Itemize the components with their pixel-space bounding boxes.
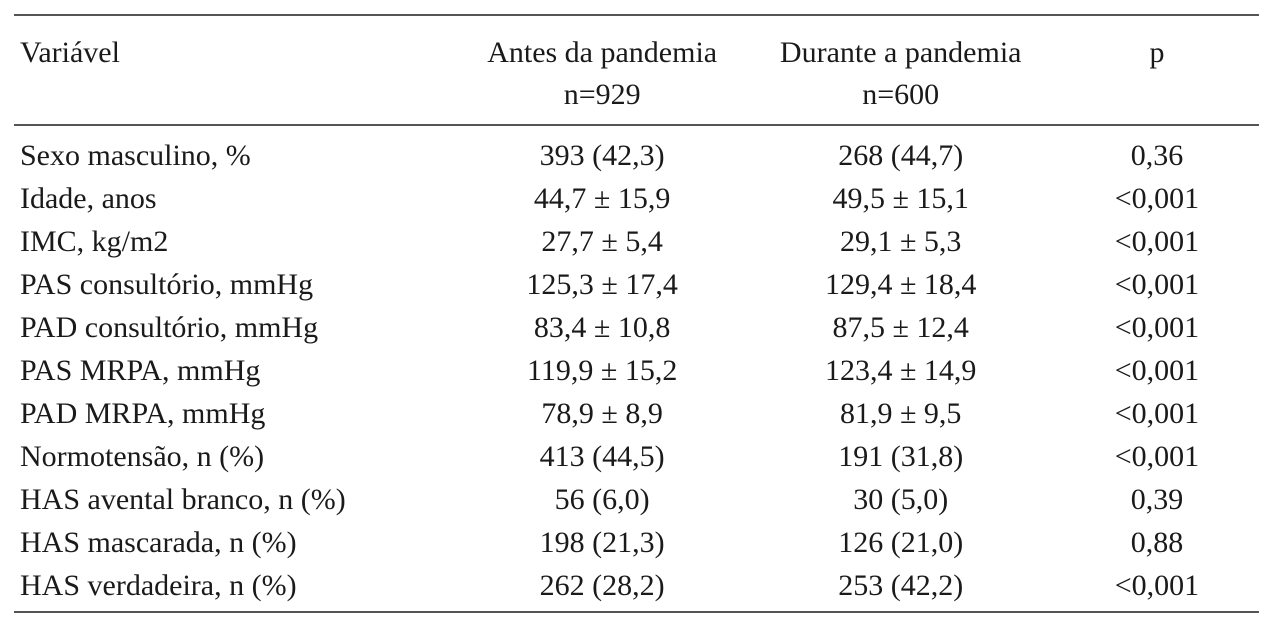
table-row — [14, 435, 1259, 478]
cell-during: 30 (5,0) — [853, 483, 949, 516]
header-variable: Variável — [20, 36, 120, 69]
cell-during: 268 (44,7) — [838, 139, 964, 172]
table-row — [14, 392, 1259, 435]
table-row — [14, 349, 1259, 392]
cell-before: 119,9 ± 15,2 — [526, 354, 678, 387]
cell-variable: Normotensão, n (%) — [20, 440, 265, 473]
cell-during: 29,1 ± 5,3 — [839, 225, 962, 258]
table-body — [14, 125, 1259, 612]
cell-before: 44,7 ± 15,9 — [533, 182, 671, 215]
cell-variable: HAS mascarada, n (%) — [20, 526, 297, 559]
cell-during: 81,9 ± 9,5 — [839, 397, 962, 430]
cell-p: 0,88 — [1130, 526, 1184, 559]
cell-during: 87,5 ± 12,4 — [832, 311, 969, 344]
cell-variable: PAD consultório, mmHg — [20, 311, 319, 344]
table-row — [14, 564, 1259, 612]
header-before-label: Antes da pandemia — [487, 36, 718, 69]
cell-during: 126 (21,0) — [838, 526, 964, 559]
cell-p: <0,001 — [1114, 354, 1200, 387]
cell-before: 78,9 ± 8,9 — [541, 397, 663, 430]
cell-during: 123,4 ± 14,9 — [824, 354, 977, 387]
cell-variable: PAD MRPA, mmHg — [20, 397, 266, 430]
header-before-n: n=929 — [563, 78, 641, 111]
cell-variable: HAS avental branco, n (%) — [20, 483, 346, 516]
cell-p: <0,001 — [1114, 569, 1200, 602]
cell-variable: Sexo masculino, % — [20, 139, 251, 172]
cell-before: 393 (42,3) — [539, 139, 665, 172]
data-table-container — [14, 14, 1259, 613]
cell-during: 129,4 ± 18,4 — [824, 268, 977, 301]
cell-during: 191 (31,8) — [838, 440, 964, 473]
header-before-pandemic — [458, 15, 747, 125]
header-during-label: Durante a pandemia — [779, 36, 1022, 69]
cell-p: 0,39 — [1130, 483, 1184, 516]
cell-p: <0,001 — [1114, 225, 1200, 258]
header-row — [14, 15, 1259, 125]
cell-during: 49,5 ± 15,1 — [832, 182, 969, 215]
cell-during: 253 (42,2) — [838, 569, 964, 602]
cell-before: 262 (28,2) — [539, 569, 665, 602]
table-row — [14, 478, 1259, 521]
comparison-table — [14, 14, 1259, 613]
cell-p: 0,36 — [1130, 139, 1184, 172]
cell-variable: HAS verdadeira, n (%) — [20, 569, 297, 602]
cell-p: <0,001 — [1114, 440, 1200, 473]
cell-before: 413 (44,5) — [539, 440, 665, 473]
cell-variable: PAS consultório, mmHg — [20, 268, 314, 301]
table-row — [14, 263, 1259, 306]
cell-p: <0,001 — [1114, 397, 1200, 430]
table-header — [14, 15, 1259, 125]
cell-before: 125,3 ± 17,4 — [526, 268, 678, 301]
cell-before: 27,7 ± 5,4 — [541, 225, 663, 258]
table-row — [14, 220, 1259, 263]
cell-variable: IMC, kg/m2 — [20, 225, 169, 258]
cell-p: <0,001 — [1114, 182, 1200, 215]
table-row — [14, 521, 1259, 564]
table-row — [14, 177, 1259, 220]
cell-p: <0,001 — [1114, 268, 1200, 301]
cell-variable: PAS MRPA, mmHg — [20, 354, 261, 387]
header-p-value: p — [1149, 36, 1165, 69]
table-row — [14, 125, 1259, 177]
header-during-pandemic — [746, 15, 1054, 125]
cell-before: 83,4 ± 10,8 — [533, 311, 671, 344]
cell-variable: Idade, anos — [20, 182, 157, 215]
table-row — [14, 306, 1259, 349]
cell-before: 198 (21,3) — [539, 526, 665, 559]
cell-before: 56 (6,0) — [554, 483, 650, 516]
header-during-n: n=600 — [862, 78, 940, 111]
cell-p: <0,001 — [1114, 311, 1200, 344]
